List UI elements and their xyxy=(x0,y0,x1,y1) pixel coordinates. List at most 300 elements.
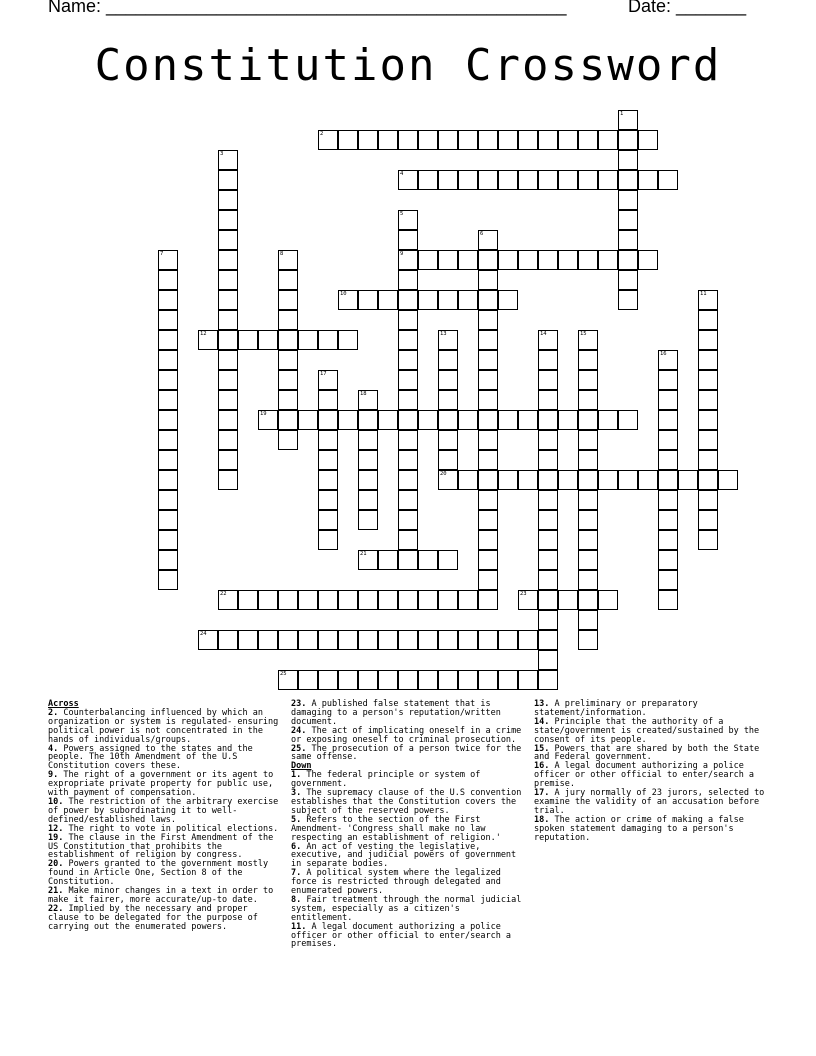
grid-cell[interactable] xyxy=(498,630,518,650)
grid-cell[interactable] xyxy=(478,530,498,550)
grid-cell[interactable] xyxy=(218,390,238,410)
grid-cell[interactable] xyxy=(458,250,478,270)
grid-cell[interactable] xyxy=(538,350,558,370)
grid-cell[interactable] xyxy=(698,470,718,490)
grid-cell[interactable] xyxy=(438,370,458,390)
grid-cell[interactable] xyxy=(618,130,638,150)
grid-cell[interactable] xyxy=(478,330,498,350)
grid-cell[interactable] xyxy=(358,390,378,410)
grid-cell[interactable] xyxy=(578,330,598,350)
grid-cell[interactable] xyxy=(538,470,558,490)
grid-cell[interactable] xyxy=(318,330,338,350)
grid-cell[interactable] xyxy=(358,670,378,690)
grid-cell[interactable] xyxy=(158,430,178,450)
grid-cell[interactable] xyxy=(658,450,678,470)
grid-cell[interactable] xyxy=(438,350,458,370)
grid-cell[interactable] xyxy=(578,390,598,410)
grid-cell[interactable] xyxy=(578,410,598,430)
grid-cell[interactable] xyxy=(698,310,718,330)
grid-cell[interactable] xyxy=(338,670,358,690)
grid-cell[interactable] xyxy=(538,670,558,690)
grid-cell[interactable] xyxy=(478,490,498,510)
grid-cell[interactable] xyxy=(618,410,638,430)
grid-cell[interactable] xyxy=(658,370,678,390)
grid-cell[interactable] xyxy=(398,270,418,290)
grid-cell[interactable] xyxy=(218,350,238,370)
grid-cell[interactable] xyxy=(358,490,378,510)
grid-cell[interactable] xyxy=(158,330,178,350)
grid-cell[interactable] xyxy=(298,590,318,610)
grid-cell[interactable] xyxy=(218,430,238,450)
grid-cell[interactable] xyxy=(258,630,278,650)
grid-cell[interactable] xyxy=(558,470,578,490)
grid-cell[interactable] xyxy=(218,330,238,350)
grid-cell[interactable] xyxy=(658,510,678,530)
grid-cell[interactable] xyxy=(398,290,418,310)
grid-cell[interactable] xyxy=(518,630,538,650)
clue-text: A political system where the legalized force is restricted through delegated and enumerated powers. xyxy=(291,868,501,897)
grid-cell[interactable] xyxy=(658,570,678,590)
grid-cell[interactable] xyxy=(698,430,718,450)
grid-cell[interactable] xyxy=(398,450,418,470)
grid-cell[interactable] xyxy=(278,290,298,310)
grid-cell[interactable] xyxy=(638,470,658,490)
grid-cell[interactable] xyxy=(478,310,498,330)
grid-cell[interactable] xyxy=(158,270,178,290)
grid-cell[interactable] xyxy=(318,470,338,490)
grid-cell[interactable] xyxy=(598,250,618,270)
grid-cell[interactable] xyxy=(438,250,458,270)
grid-cell[interactable] xyxy=(498,470,518,490)
grid-cell[interactable] xyxy=(198,330,218,350)
grid-cell[interactable] xyxy=(418,170,438,190)
grid-cell[interactable] xyxy=(158,510,178,530)
grid-cell[interactable] xyxy=(318,530,338,550)
grid-cell[interactable] xyxy=(318,130,338,150)
grid-cell[interactable] xyxy=(258,410,278,430)
grid-cell[interactable] xyxy=(218,170,238,190)
grid-cell[interactable] xyxy=(498,130,518,150)
grid-cell[interactable] xyxy=(438,410,458,430)
grid-cell[interactable] xyxy=(218,150,238,170)
grid-cell[interactable] xyxy=(578,250,598,270)
grid-cell[interactable] xyxy=(698,510,718,530)
grid-cell[interactable] xyxy=(278,410,298,430)
grid-cell[interactable] xyxy=(278,310,298,330)
grid-cell[interactable] xyxy=(698,350,718,370)
grid-cell[interactable] xyxy=(538,490,558,510)
grid-cell[interactable] xyxy=(278,430,298,450)
grid-cell[interactable] xyxy=(278,330,298,350)
grid-cell[interactable] xyxy=(578,130,598,150)
grid-cell[interactable] xyxy=(378,130,398,150)
grid-cell[interactable] xyxy=(158,250,178,270)
grid-cell[interactable] xyxy=(398,390,418,410)
grid-cell[interactable] xyxy=(358,130,378,150)
grid-cell[interactable] xyxy=(378,630,398,650)
grid-cell[interactable] xyxy=(258,330,278,350)
grid-cell[interactable] xyxy=(698,370,718,390)
grid-cell[interactable] xyxy=(358,630,378,650)
grid-cell[interactable] xyxy=(498,410,518,430)
grid-cell[interactable] xyxy=(498,290,518,310)
grid-cell[interactable] xyxy=(278,250,298,270)
grid-cell[interactable] xyxy=(158,370,178,390)
grid-cell[interactable] xyxy=(578,590,598,610)
grid-cell[interactable] xyxy=(218,270,238,290)
grid-cell[interactable] xyxy=(358,550,378,570)
grid-cell[interactable] xyxy=(478,130,498,150)
grid-cell[interactable] xyxy=(378,670,398,690)
grid-cell[interactable] xyxy=(518,470,538,490)
grid-cell[interactable] xyxy=(318,670,338,690)
grid-cell[interactable] xyxy=(438,670,458,690)
grid-cell[interactable] xyxy=(158,570,178,590)
grid-cell[interactable] xyxy=(718,470,738,490)
grid-cell[interactable] xyxy=(438,430,458,450)
grid-cell[interactable] xyxy=(398,550,418,570)
grid-cell[interactable] xyxy=(678,470,698,490)
grid-cell[interactable] xyxy=(338,590,358,610)
grid-cell[interactable] xyxy=(698,410,718,430)
grid-cell[interactable] xyxy=(478,390,498,410)
grid-cell[interactable] xyxy=(358,470,378,490)
grid-cell[interactable] xyxy=(438,470,458,490)
grid-cell[interactable] xyxy=(698,450,718,470)
grid-cell[interactable] xyxy=(338,410,358,430)
grid-cell[interactable] xyxy=(638,170,658,190)
grid-cell[interactable] xyxy=(298,410,318,430)
grid-cell[interactable] xyxy=(578,530,598,550)
grid-cell[interactable] xyxy=(438,170,458,190)
grid-cell[interactable] xyxy=(478,230,498,250)
grid-cell[interactable] xyxy=(418,130,438,150)
grid-cell[interactable] xyxy=(638,250,658,270)
grid-cell[interactable] xyxy=(538,550,558,570)
grid-cell[interactable] xyxy=(278,270,298,290)
grid-cell[interactable] xyxy=(658,470,678,490)
grid-cell[interactable] xyxy=(538,250,558,270)
grid-cell[interactable] xyxy=(578,490,598,510)
grid-cell[interactable] xyxy=(218,290,238,310)
grid-cell[interactable] xyxy=(418,590,438,610)
grid-cell[interactable] xyxy=(478,290,498,310)
grid-cell[interactable] xyxy=(318,590,338,610)
grid-cell[interactable] xyxy=(538,410,558,430)
grid-cell[interactable] xyxy=(258,590,278,610)
grid-cell[interactable] xyxy=(318,430,338,450)
grid-cell[interactable] xyxy=(278,390,298,410)
grid-cell[interactable] xyxy=(618,210,638,230)
grid-cell[interactable] xyxy=(398,630,418,650)
grid-cell[interactable] xyxy=(278,590,298,610)
grid-cell[interactable] xyxy=(398,430,418,450)
grid-cell[interactable] xyxy=(238,330,258,350)
grid-cell[interactable] xyxy=(398,230,418,250)
grid-cell[interactable] xyxy=(158,350,178,370)
grid-cell[interactable] xyxy=(398,370,418,390)
grid-cell[interactable] xyxy=(598,590,618,610)
grid-cell[interactable] xyxy=(318,630,338,650)
grid-cell[interactable] xyxy=(618,470,638,490)
grid-cell[interactable] xyxy=(378,550,398,570)
grid-cell[interactable] xyxy=(538,450,558,470)
grid-cell[interactable] xyxy=(578,610,598,630)
grid-cell[interactable] xyxy=(418,630,438,650)
grid-cell[interactable] xyxy=(538,630,558,650)
grid-cell[interactable] xyxy=(478,450,498,470)
grid-cell[interactable] xyxy=(278,370,298,390)
grid-cell[interactable] xyxy=(478,550,498,570)
grid-cell[interactable] xyxy=(538,430,558,450)
grid-cell[interactable] xyxy=(658,170,678,190)
grid-cell[interactable] xyxy=(358,290,378,310)
grid-cell[interactable] xyxy=(618,230,638,250)
grid-cell[interactable] xyxy=(578,370,598,390)
grid-cell[interactable] xyxy=(578,430,598,450)
grid-cell[interactable] xyxy=(658,430,678,450)
grid-cell[interactable] xyxy=(578,570,598,590)
grid-cell[interactable] xyxy=(458,630,478,650)
grid-cell[interactable] xyxy=(158,310,178,330)
grid-cell[interactable] xyxy=(198,630,218,650)
grid-cell[interactable] xyxy=(578,350,598,370)
grid-cell[interactable] xyxy=(238,590,258,610)
grid-cell[interactable] xyxy=(358,410,378,430)
grid-cell[interactable] xyxy=(578,170,598,190)
grid-cell[interactable] xyxy=(578,450,598,470)
grid-cell[interactable] xyxy=(278,670,298,690)
grid-cell[interactable] xyxy=(418,410,438,430)
grid-cell[interactable] xyxy=(318,450,338,470)
grid-cell[interactable] xyxy=(458,590,478,610)
grid-cell[interactable] xyxy=(478,570,498,590)
grid-cell[interactable] xyxy=(698,390,718,410)
grid-cell[interactable] xyxy=(158,410,178,430)
grid-cell[interactable] xyxy=(578,510,598,530)
grid-cell[interactable] xyxy=(158,490,178,510)
grid-cell[interactable] xyxy=(398,330,418,350)
grid-cell[interactable] xyxy=(458,410,478,430)
grid-cell[interactable] xyxy=(318,510,338,530)
grid-cell[interactable] xyxy=(698,290,718,310)
grid-cell[interactable] xyxy=(338,290,358,310)
grid-cell[interactable] xyxy=(518,170,538,190)
grid-cell[interactable] xyxy=(378,410,398,430)
grid-cell[interactable] xyxy=(238,630,258,650)
grid-cell[interactable] xyxy=(378,290,398,310)
grid-cell[interactable] xyxy=(218,630,238,650)
grid-cell[interactable] xyxy=(358,450,378,470)
grid-cell[interactable] xyxy=(218,190,238,210)
grid-cell[interactable] xyxy=(438,450,458,470)
grid-cell[interactable] xyxy=(538,510,558,530)
grid-cell[interactable] xyxy=(158,450,178,470)
grid-cell[interactable] xyxy=(498,170,518,190)
grid-cell[interactable] xyxy=(338,130,358,150)
grid-cell[interactable] xyxy=(158,550,178,570)
grid-cell[interactable] xyxy=(518,590,538,610)
grid-cell[interactable] xyxy=(658,590,678,610)
grid-cell[interactable] xyxy=(398,590,418,610)
grid-cell[interactable] xyxy=(478,250,498,270)
grid-cell[interactable] xyxy=(218,310,238,330)
grid-cell[interactable] xyxy=(458,290,478,310)
grid-cell[interactable] xyxy=(438,290,458,310)
grid-cell[interactable] xyxy=(358,430,378,450)
grid-cell[interactable] xyxy=(378,590,398,610)
grid-cell[interactable] xyxy=(298,630,318,650)
grid-cell[interactable] xyxy=(518,130,538,150)
grid-cell[interactable] xyxy=(398,170,418,190)
grid-cell[interactable] xyxy=(698,530,718,550)
grid-cell[interactable] xyxy=(558,170,578,190)
grid-cell[interactable] xyxy=(338,330,358,350)
grid-cell[interactable] xyxy=(158,390,178,410)
grid-cell[interactable] xyxy=(658,350,678,370)
grid-cell[interactable] xyxy=(278,630,298,650)
grid-cell[interactable] xyxy=(398,530,418,550)
grid-cell[interactable] xyxy=(438,630,458,650)
grid-cell[interactable] xyxy=(578,470,598,490)
grid-cell[interactable] xyxy=(558,250,578,270)
grid-cell[interactable] xyxy=(398,250,418,270)
grid-cell[interactable] xyxy=(398,210,418,230)
grid-cell[interactable] xyxy=(478,670,498,690)
grid-cell[interactable] xyxy=(498,670,518,690)
grid-cell[interactable] xyxy=(478,410,498,430)
grid-cell[interactable] xyxy=(698,330,718,350)
grid-cell[interactable] xyxy=(398,490,418,510)
grid-cell[interactable] xyxy=(478,510,498,530)
grid-cell[interactable] xyxy=(478,470,498,490)
grid-cell[interactable] xyxy=(618,170,638,190)
grid-cell[interactable] xyxy=(658,390,678,410)
grid-cell[interactable] xyxy=(598,410,618,430)
grid-cell[interactable] xyxy=(458,130,478,150)
grid-cell[interactable] xyxy=(218,590,238,610)
grid-cell[interactable] xyxy=(478,630,498,650)
grid-cell[interactable] xyxy=(298,330,318,350)
grid-cell[interactable] xyxy=(398,510,418,530)
grid-cell[interactable] xyxy=(478,270,498,290)
grid-cell[interactable] xyxy=(538,390,558,410)
grid-cell[interactable] xyxy=(438,390,458,410)
grid-cell[interactable] xyxy=(318,370,338,390)
grid-cell[interactable] xyxy=(418,250,438,270)
grid-cell[interactable] xyxy=(218,210,238,230)
grid-cell[interactable] xyxy=(278,350,298,370)
grid-cell[interactable] xyxy=(658,410,678,430)
grid-cell[interactable] xyxy=(318,410,338,430)
grid-cell[interactable] xyxy=(558,130,578,150)
grid-cell[interactable] xyxy=(438,590,458,610)
grid-cell[interactable] xyxy=(618,150,638,170)
grid-cell[interactable] xyxy=(618,270,638,290)
grid-cell[interactable] xyxy=(478,170,498,190)
grid-cell[interactable] xyxy=(538,590,558,610)
grid-cell[interactable] xyxy=(398,350,418,370)
grid-cell[interactable] xyxy=(538,610,558,630)
grid-cell[interactable] xyxy=(618,250,638,270)
grid-cell[interactable] xyxy=(458,470,478,490)
grid-cell[interactable] xyxy=(218,470,238,490)
grid-cell[interactable] xyxy=(478,590,498,610)
grid-cell[interactable] xyxy=(498,250,518,270)
grid-cell[interactable] xyxy=(558,590,578,610)
grid-cell[interactable] xyxy=(478,350,498,370)
grid-cell[interactable] xyxy=(538,570,558,590)
grid-cell[interactable] xyxy=(218,370,238,390)
grid-cell[interactable] xyxy=(398,310,418,330)
grid-cell[interactable] xyxy=(318,390,338,410)
grid-cell[interactable] xyxy=(538,330,558,350)
grid-cell[interactable] xyxy=(658,550,678,570)
grid-cell[interactable] xyxy=(538,650,558,670)
grid-cell[interactable] xyxy=(158,530,178,550)
grid-cell[interactable] xyxy=(398,410,418,430)
grid-cell[interactable] xyxy=(458,670,478,690)
grid-cell[interactable] xyxy=(518,410,538,430)
grid-cell[interactable] xyxy=(298,670,318,690)
grid-cell[interactable] xyxy=(418,550,438,570)
grid-cell[interactable] xyxy=(538,530,558,550)
grid-cell[interactable] xyxy=(518,670,538,690)
grid-cell[interactable] xyxy=(658,490,678,510)
grid-cell[interactable] xyxy=(158,290,178,310)
grid-cell[interactable] xyxy=(518,250,538,270)
grid-cell[interactable] xyxy=(558,410,578,430)
grid-cell[interactable] xyxy=(418,290,438,310)
grid-cell[interactable] xyxy=(318,490,338,510)
grid-cell[interactable] xyxy=(438,330,458,350)
grid-cell[interactable] xyxy=(438,550,458,570)
grid-cell[interactable] xyxy=(458,170,478,190)
grid-cell[interactable] xyxy=(218,450,238,470)
grid-cell[interactable] xyxy=(618,290,638,310)
grid-cell[interactable] xyxy=(618,190,638,210)
grid-cell[interactable] xyxy=(598,170,618,190)
grid-cell[interactable] xyxy=(398,470,418,490)
grid-cell[interactable] xyxy=(578,630,598,650)
grid-cell[interactable] xyxy=(578,550,598,570)
grid-cell[interactable] xyxy=(358,590,378,610)
grid-cell[interactable] xyxy=(358,510,378,530)
grid-cell[interactable] xyxy=(398,670,418,690)
grid-cell[interactable] xyxy=(538,130,558,150)
clue-number-label: 15 xyxy=(580,331,587,337)
grid-cell[interactable] xyxy=(398,130,418,150)
grid-cell[interactable] xyxy=(418,670,438,690)
grid-cell[interactable] xyxy=(538,170,558,190)
grid-cell[interactable] xyxy=(218,410,238,430)
grid-cell[interactable] xyxy=(698,490,718,510)
grid-cell[interactable] xyxy=(438,130,458,150)
grid-cell[interactable] xyxy=(598,130,618,150)
grid-cell[interactable] xyxy=(618,110,638,130)
grid-cell[interactable] xyxy=(478,430,498,450)
grid-cell[interactable] xyxy=(218,250,238,270)
grid-cell[interactable] xyxy=(158,470,178,490)
grid-cell[interactable] xyxy=(338,630,358,650)
clue-item xyxy=(48,887,282,905)
grid-cell[interactable] xyxy=(598,470,618,490)
grid-cell[interactable] xyxy=(218,230,238,250)
grid-cell[interactable] xyxy=(538,370,558,390)
grid-cell[interactable] xyxy=(478,370,498,390)
grid-cell[interactable] xyxy=(638,130,658,150)
grid-cell[interactable] xyxy=(658,530,678,550)
